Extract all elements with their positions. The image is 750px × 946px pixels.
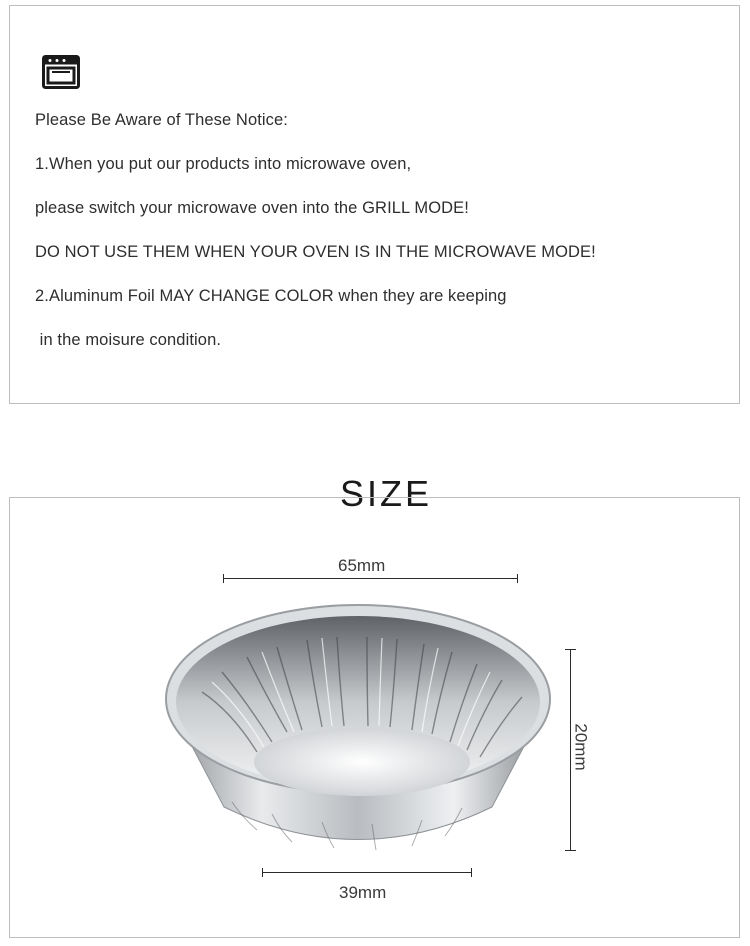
notice-line-5: in the moisure condition. <box>35 331 222 349</box>
bottom-dimension-tick-right <box>471 868 472 877</box>
height-dimension-tick-bottom <box>565 850 576 851</box>
height-dimension-tick-top <box>565 649 576 650</box>
aluminum-foil-tray <box>162 602 554 852</box>
notice-panel <box>9 5 740 404</box>
top-dimension-tick-right <box>517 574 518 583</box>
top-dimension-tick-left <box>223 574 224 583</box>
bottom-dimension-tick-left <box>262 868 263 877</box>
top-dimension-line <box>223 578 518 579</box>
size-title: SIZE <box>339 472 432 514</box>
oven-icon <box>42 55 80 89</box>
notice-heading: Please Be Aware of These Notice: <box>35 111 288 129</box>
notice-line-1: 1.When you put our products into microwave oven, <box>35 155 412 173</box>
top-diameter-label: 65mm <box>338 556 386 575</box>
bottom-dimension-line <box>262 872 472 873</box>
notice-line-4: 2.Aluminum Foil MAY CHANGE COLOR when they are keeping <box>35 287 507 305</box>
height-label: 20mm <box>571 723 591 771</box>
size-panel <box>9 497 740 938</box>
notice-line-2: please switch your microwave oven into the GRILL MODE! <box>35 199 469 217</box>
notice-line-3: DO NOT USE THEM WHEN YOUR OVEN IS IN THE MICROWAVE MODE! <box>35 243 596 261</box>
bottom-diameter-label: 39mm <box>339 883 387 902</box>
